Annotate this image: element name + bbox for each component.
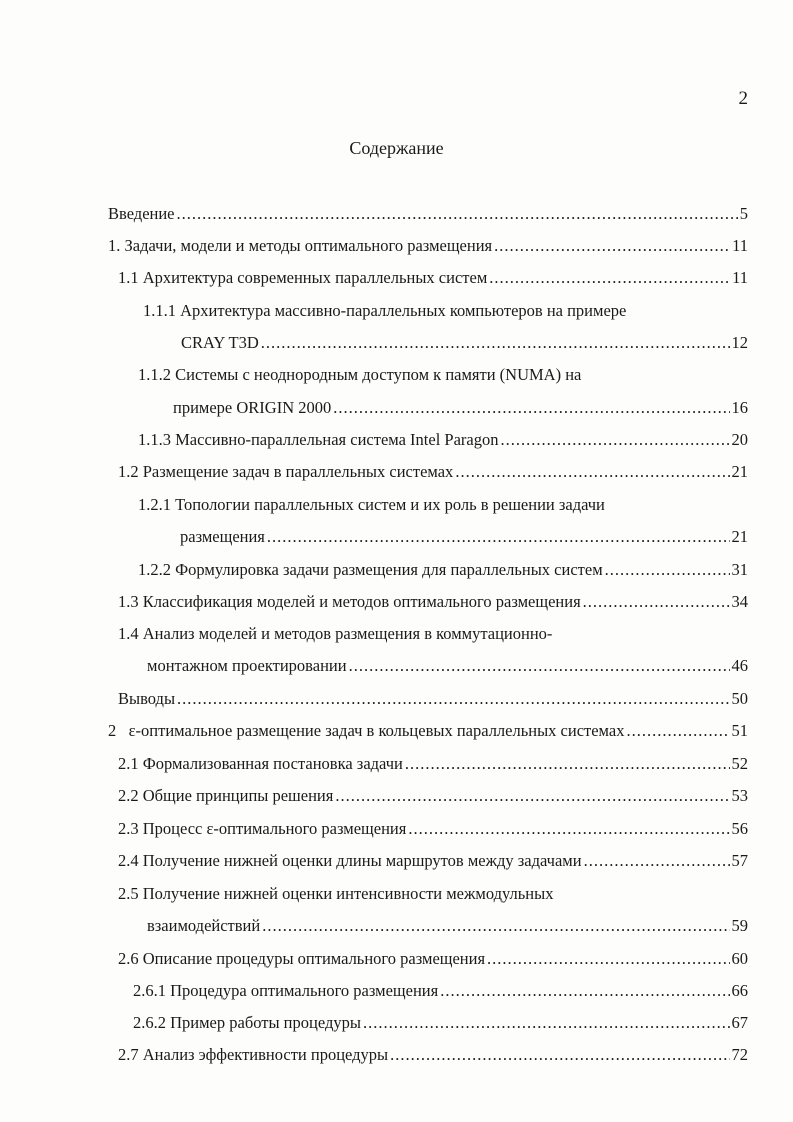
toc-entry: 1. Задачи, модели и методы оптимального размещения ..... 11 — [108, 235, 748, 257]
toc-entry: Введение ..... 5 — [108, 203, 748, 225]
toc-entry: Выводы ..... 50 — [118, 688, 748, 710]
toc-entry: 1.1.3 Массивно-параллельная система Intel Paragon ..... 20 — [138, 429, 748, 451]
toc-entry: 2.6.2 Пример работы процедуры ..... 67 — [133, 1012, 748, 1034]
toc-entry: 2.6.1 Процедура оптимального размещения ..... 66 — [133, 980, 748, 1002]
toc-entry: 2.3 Процесс ε-оптимального размещения ..... 56 — [118, 818, 748, 840]
toc-entry: 2.5 Получение нижней оценки интенсивности межмодульных — [118, 884, 554, 903]
toc-entry: 1.2.2 Формулировка задачи размещения для параллельных систем ..... 31 — [138, 559, 748, 581]
page-number: 2 — [738, 88, 748, 109]
toc-entry: 2 ε-оптимальное размещение задач в кольцевых параллельных системах ..... 51 — [108, 720, 748, 742]
toc-entry: примере ORIGIN 2000 ..... 16 — [173, 397, 748, 419]
toc-entry: 1.4 Анализ моделей и методов размещения в коммутационно- — [118, 624, 553, 643]
toc-title: Содержание — [349, 138, 444, 158]
toc-entry: 2.4 Получение нижней оценки длины маршрутов между задачами ..... 57 — [118, 850, 748, 872]
toc-entry: 1.1.2 Системы с неоднородным доступом к памяти (NUMA) на — [138, 365, 582, 384]
toc-entry: 1.2.1 Топологии параллельных систем и их роль в решении задачи — [138, 495, 605, 514]
toc-entry: 2.1 Формализованная постановка задачи ..... 52 — [118, 753, 748, 775]
toc-entry: 1.1 Архитектура современных параллельных систем ..... 11 — [118, 267, 748, 289]
toc-entry: 1.3 Классификация моделей и методов оптимального размещения ..... 34 — [118, 591, 748, 613]
toc-entry: 2.2 Общие принципы решения ..... 53 — [118, 785, 748, 807]
toc-entry: 2.7 Анализ эффективности процедуры ..... 72 — [118, 1044, 748, 1066]
toc-entry: CRAY T3D ..... 12 — [181, 332, 748, 354]
toc-entry: 1.1.1 Архитектура массивно-параллельных компьютеров на примере — [143, 301, 627, 320]
toc-entry: размещения ..... 21 — [180, 526, 748, 548]
toc-entry: взаимодействий ..... 59 — [147, 915, 748, 937]
toc-entry: 2.6 Описание процедуры оптимального размещения ..... 60 — [118, 948, 748, 970]
toc-entry: 1.2 Размещение задач в параллельных системах ..... 21 — [118, 461, 748, 483]
toc-entry: монтажном проектировании ..... 46 — [147, 655, 748, 677]
